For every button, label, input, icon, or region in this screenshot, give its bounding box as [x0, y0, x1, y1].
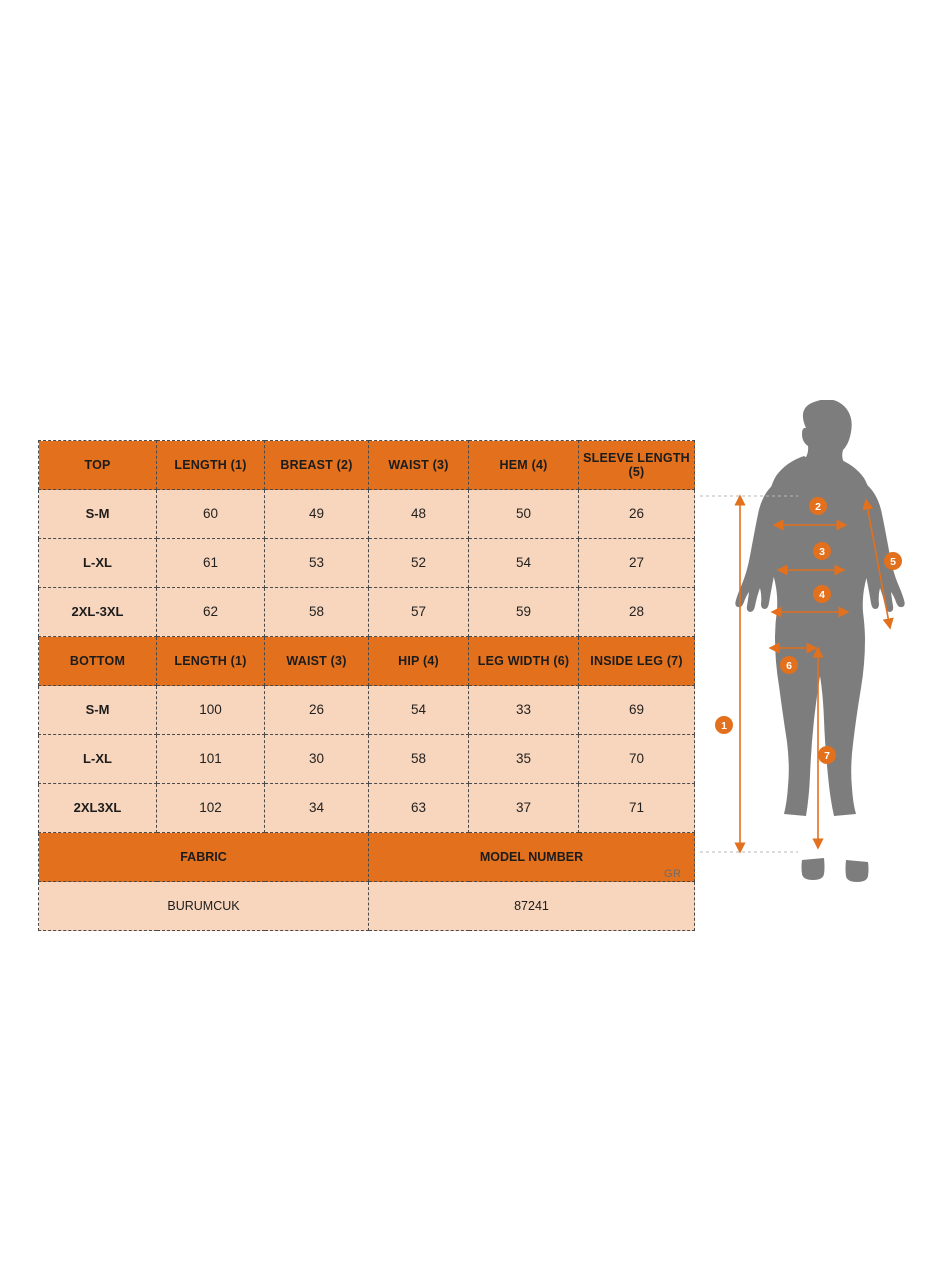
bottom-row-0-value-2: 54	[369, 686, 469, 735]
top-row-0-value-1: 49	[265, 490, 369, 539]
top-row-0-value-2: 48	[369, 490, 469, 539]
watermark-label: GR	[664, 868, 682, 880]
top-row-2-value-4: 28	[579, 588, 695, 637]
bottom-header-col-0: BOTTOM	[39, 637, 157, 686]
model-number-value: 87241	[369, 882, 695, 931]
top-header-col-0: TOP	[39, 441, 157, 490]
svg-text:7: 7	[824, 750, 830, 762]
top-header-col-5: SLEEVE LENGTH (5)	[579, 441, 695, 490]
bottom-row-1-value-4: 70	[579, 735, 695, 784]
table-row	[39, 588, 695, 637]
table-row	[39, 735, 695, 784]
model-number-header: MODEL NUMBER	[369, 833, 695, 882]
bottom-row-2-value-4: 71	[579, 784, 695, 833]
table-row	[39, 490, 695, 539]
bottom-row-2-value-3: 37	[469, 784, 579, 833]
bottom-row-1-value-2: 58	[369, 735, 469, 784]
top-row-1-value-4: 27	[579, 539, 695, 588]
fabric-value: BURUMCUK	[39, 882, 369, 931]
table-row	[39, 784, 695, 833]
svg-text:5: 5	[890, 556, 896, 568]
bottom-row-1-label: L-XL	[39, 735, 157, 784]
bottom-row-1-value-1: 30	[265, 735, 369, 784]
top-row-0-value-4: 26	[579, 490, 695, 539]
size-tables	[38, 440, 694, 931]
marker-badge-3	[813, 542, 831, 560]
top-row-2-value-1: 58	[265, 588, 369, 637]
bottom-row-1-value-3: 35	[469, 735, 579, 784]
footer-value-row	[39, 882, 695, 931]
top-row-1-value-1: 53	[265, 539, 369, 588]
top-row-1-label: L-XL	[39, 539, 157, 588]
top-row-2-label: 2XL-3XL	[39, 588, 157, 637]
top-row-2-value-3: 59	[469, 588, 579, 637]
bottom-row-2-value-1: 34	[265, 784, 369, 833]
top-row-1-value-2: 52	[369, 539, 469, 588]
bottom-header-col-5: INSIDE LEG (7)	[579, 637, 695, 686]
marker-badge-4	[813, 585, 831, 603]
svg-text:3: 3	[819, 546, 825, 558]
bottom-row-2-label: 2XL3XL	[39, 784, 157, 833]
top-row-2-value-0: 62	[157, 588, 265, 637]
bottom-row-0-value-4: 69	[579, 686, 695, 735]
bottom-header-col-3: HIP (4)	[369, 637, 469, 686]
marker-badge-2	[809, 497, 827, 515]
bottom-table-header-row	[39, 637, 695, 686]
measurements-table	[38, 440, 695, 931]
bottom-row-0-value-3: 33	[469, 686, 579, 735]
bottom-row-2-value-0: 102	[157, 784, 265, 833]
top-row-0-label: S-M	[39, 490, 157, 539]
female-body-silhouette	[735, 400, 904, 882]
top-row-1-value-3: 54	[469, 539, 579, 588]
bottom-row-0-value-1: 26	[265, 686, 369, 735]
top-table-header-row	[39, 441, 695, 490]
marker-badge-6	[780, 656, 798, 674]
table-row	[39, 539, 695, 588]
marker-badge-1	[715, 716, 733, 734]
bottom-row-1-value-0: 101	[157, 735, 265, 784]
top-header-col-2: BREAST (2)	[265, 441, 369, 490]
top-row-1-value-0: 61	[157, 539, 265, 588]
table-row	[39, 686, 695, 735]
top-row-0-value-3: 50	[469, 490, 579, 539]
svg-text:4: 4	[819, 589, 825, 601]
top-header-col-4: HEM (4)	[469, 441, 579, 490]
bottom-header-col-4: LEG WIDTH (6)	[469, 637, 579, 686]
bottom-header-col-2: WAIST (3)	[265, 637, 369, 686]
top-header-col-3: WAIST (3)	[369, 441, 469, 490]
bottom-row-0-value-0: 100	[157, 686, 265, 735]
marker-badge-7	[818, 746, 836, 764]
bottom-header-col-1: LENGTH (1)	[157, 637, 265, 686]
svg-text:6: 6	[786, 660, 792, 672]
top-row-2-value-2: 57	[369, 588, 469, 637]
bottom-row-2-value-2: 63	[369, 784, 469, 833]
footer-header-row	[39, 833, 695, 882]
bottom-row-0-label: S-M	[39, 686, 157, 735]
marker-badge-5	[884, 552, 902, 570]
top-header-col-1: LENGTH (1)	[157, 441, 265, 490]
top-row-0-value-0: 60	[157, 490, 265, 539]
svg-text:2: 2	[815, 501, 821, 513]
fabric-header: FABRIC	[39, 833, 369, 882]
measurement-figure	[694, 400, 940, 900]
svg-text:1: 1	[721, 720, 727, 732]
